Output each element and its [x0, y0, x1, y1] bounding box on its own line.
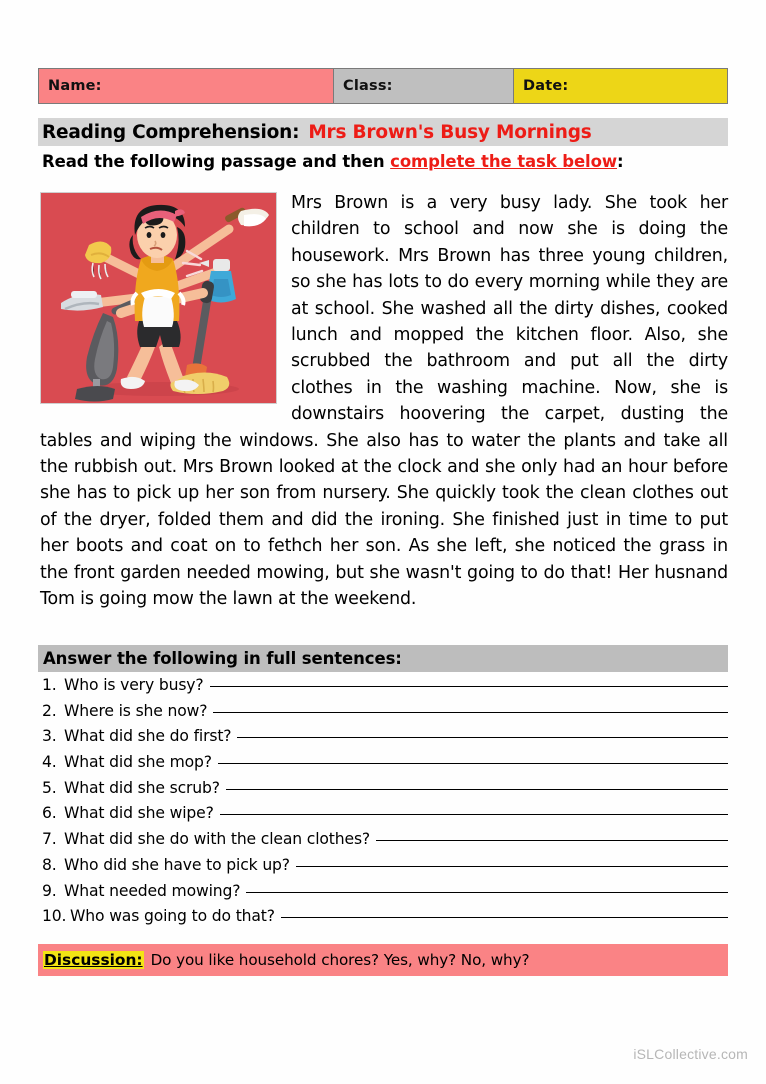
question-text: What needed mowing? [64, 881, 241, 900]
answer-blank[interactable] [246, 892, 728, 893]
housewife-icon [41, 193, 277, 404]
question-text: Who did she have to pick up? [64, 855, 290, 874]
discussion-prompt: Do you like household chores? Yes, why? No, why? [150, 951, 530, 969]
answers-heading-band [38, 645, 728, 672]
name-label: Name: [48, 78, 102, 94]
question-row [42, 804, 728, 830]
class-label: Class: [343, 78, 393, 94]
page-title: Reading Comprehension: [42, 121, 300, 143]
question-row [42, 907, 728, 933]
student-info-bar [38, 68, 728, 104]
discussion-strip [38, 944, 728, 976]
question-number: 6. [42, 804, 57, 823]
answer-blank[interactable] [220, 814, 728, 815]
class-field[interactable] [334, 68, 514, 104]
question-row [42, 702, 728, 728]
worksheet-topic: Mrs Brown's Busy Mornings [308, 121, 592, 143]
discussion-label: Discussion: [44, 951, 143, 969]
question-number: 2. [42, 701, 57, 720]
question-number: 7. [42, 830, 57, 849]
question-row [42, 882, 728, 908]
question-text: What did she mop? [64, 753, 212, 772]
instruction-colon: : [617, 152, 624, 171]
answer-blank[interactable] [376, 840, 728, 841]
name-field[interactable] [38, 68, 334, 104]
question-row [42, 779, 728, 805]
instruction-task-link: complete the task below [390, 152, 617, 171]
question-text: What did she wipe? [64, 804, 214, 823]
answer-blank[interactable] [218, 763, 728, 764]
question-text: What did she do with the clean clothes? [64, 830, 371, 849]
question-text: What did she scrub? [64, 778, 220, 797]
site-watermark: iSLCollective.com [633, 1046, 748, 1062]
date-label: Date: [523, 78, 569, 94]
answer-blank[interactable] [213, 712, 728, 713]
questions-list [42, 676, 728, 933]
question-text: Where is she now? [64, 701, 208, 720]
question-row [42, 727, 728, 753]
date-field[interactable] [514, 68, 728, 104]
question-text: Who was going to do that? [70, 907, 275, 926]
question-number: 8. [42, 855, 57, 874]
question-text: What did she do first? [64, 727, 232, 746]
question-row [42, 856, 728, 882]
question-row [42, 753, 728, 779]
question-row [42, 676, 728, 702]
question-number: 5. [42, 778, 57, 797]
question-number: 9. [42, 881, 57, 900]
question-text: Who is very busy? [64, 676, 204, 694]
question-number: 1. [42, 676, 57, 694]
answer-blank[interactable] [237, 737, 728, 738]
question-number: 3. [42, 727, 57, 746]
answer-blank[interactable] [296, 866, 728, 867]
answer-blank[interactable] [281, 917, 728, 918]
answers-heading: Answer the following in full sentences: [43, 649, 402, 668]
instruction-line [42, 152, 624, 171]
question-number: 10. [42, 907, 67, 926]
passage-text: Mrs Brown is a very busy lady. She took her children to school and now she is doing the housework. Mrs Brown has three young children, so she has lots to do every morning while they are at school. She washed all the dirty dishes, cooked lunch and mopped the kitchen floor. Also, she scrubbed the bathroom and put all the dirty clothes in the washing machine. Now, she is downstairs hoovering the carpet, dusting the tables and wiping the windows. She also has to water the plants and take all the rubbish out. Mrs Brown looked at the clock and she only had an hour before she has to pick up her son from nursery. She quickly took the clean clothes out of the dryer, folded them and did the ironing. She finished just in time to put her boots and coat on to fethch her son. As she left, she noticed the grass in the front garden needed mowing, but she wasn't going to do that! Her husnand Tom is going mow the lawn at the weekend. [40, 193, 728, 610]
question-row [42, 830, 728, 856]
busy-housewife-illustration [40, 192, 277, 404]
reading-passage [40, 190, 728, 613]
instruction-lead: Read the following passage and then [42, 152, 391, 171]
question-number: 4. [42, 753, 57, 772]
worksheet-title-band [38, 118, 728, 146]
answer-blank[interactable] [226, 789, 728, 790]
answer-blank[interactable] [210, 686, 729, 687]
